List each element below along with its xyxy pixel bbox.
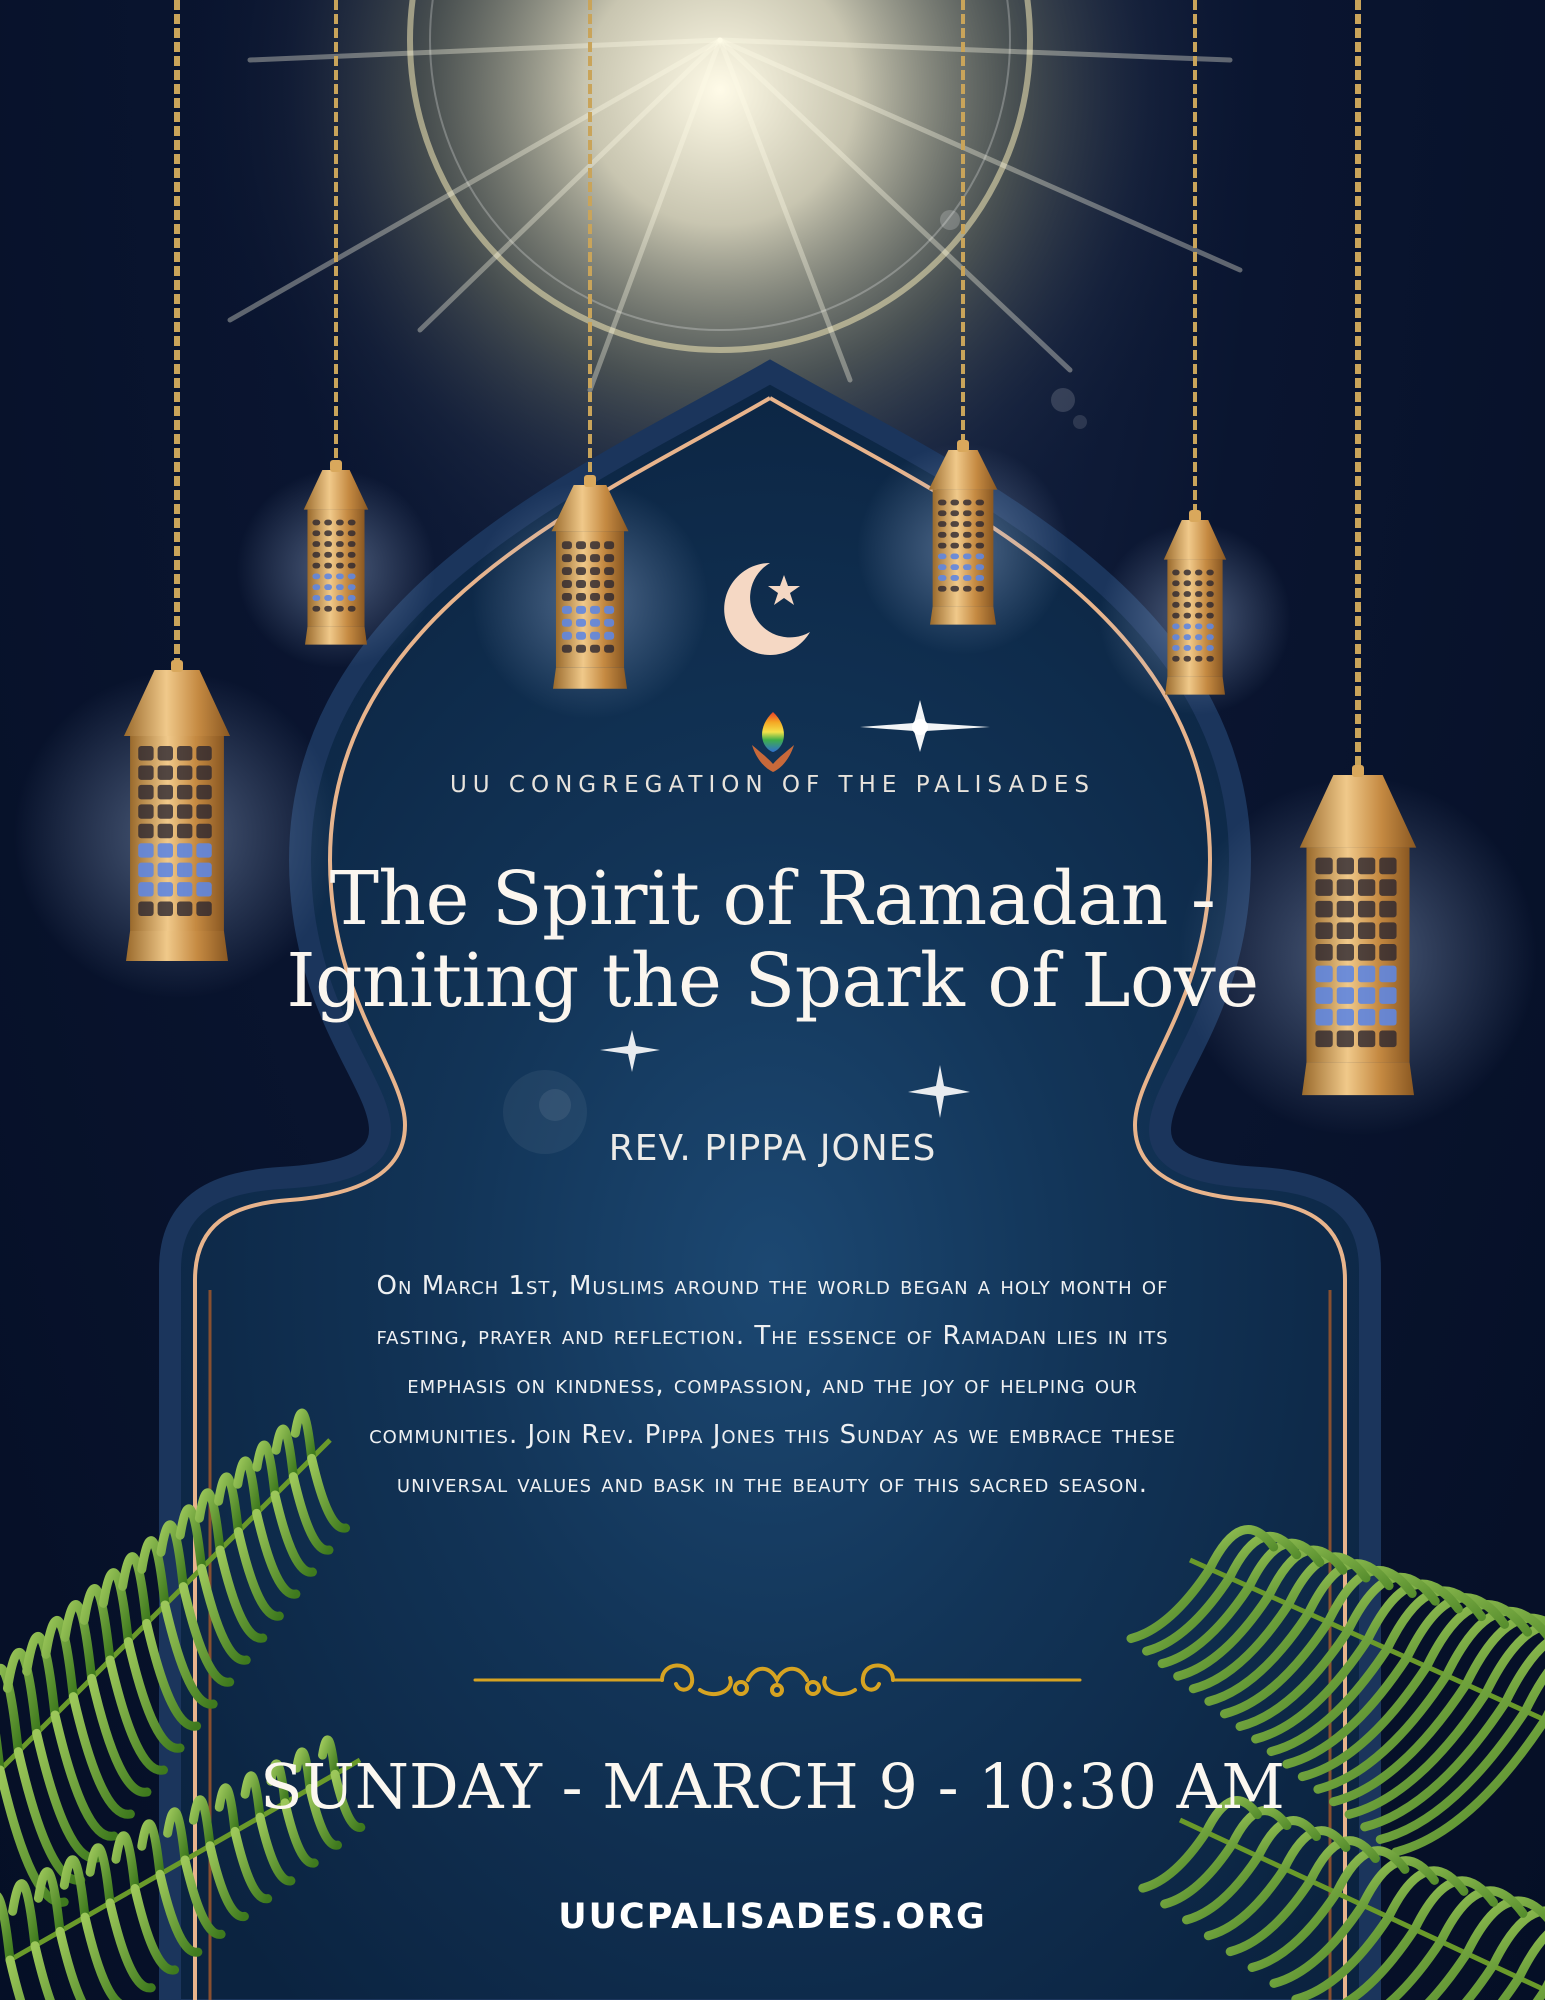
sermon-title: [0, 858, 1545, 1022]
event-date-time: SUNDAY - MARCH 9 - 10:30 AM: [260, 1750, 1285, 1823]
website-link[interactable]: UUCPALISADES.ORG: [558, 1897, 987, 1937]
sermon-description: On March 1st, Muslims around the world began a holy month of fasting, prayer and reflection. The essence of Ramadan lies in its emphasis on kindness, compassion, and the joy of helping our communities. Join Rev. Pippa Jones this Sunday as we embrace these universal values and bask in the beauty of this sacred season.: [369, 1271, 1176, 1499]
speaker-name: REV. PIPPA JONES: [608, 1128, 937, 1169]
congregation-name: UU CONGREGATION OF THE PALISADES: [449, 772, 1096, 798]
sermon-title-line1: The Spirit of Ramadan -: [329, 856, 1216, 942]
sermon-title-line2: Igniting the Spark of Love: [286, 938, 1259, 1024]
